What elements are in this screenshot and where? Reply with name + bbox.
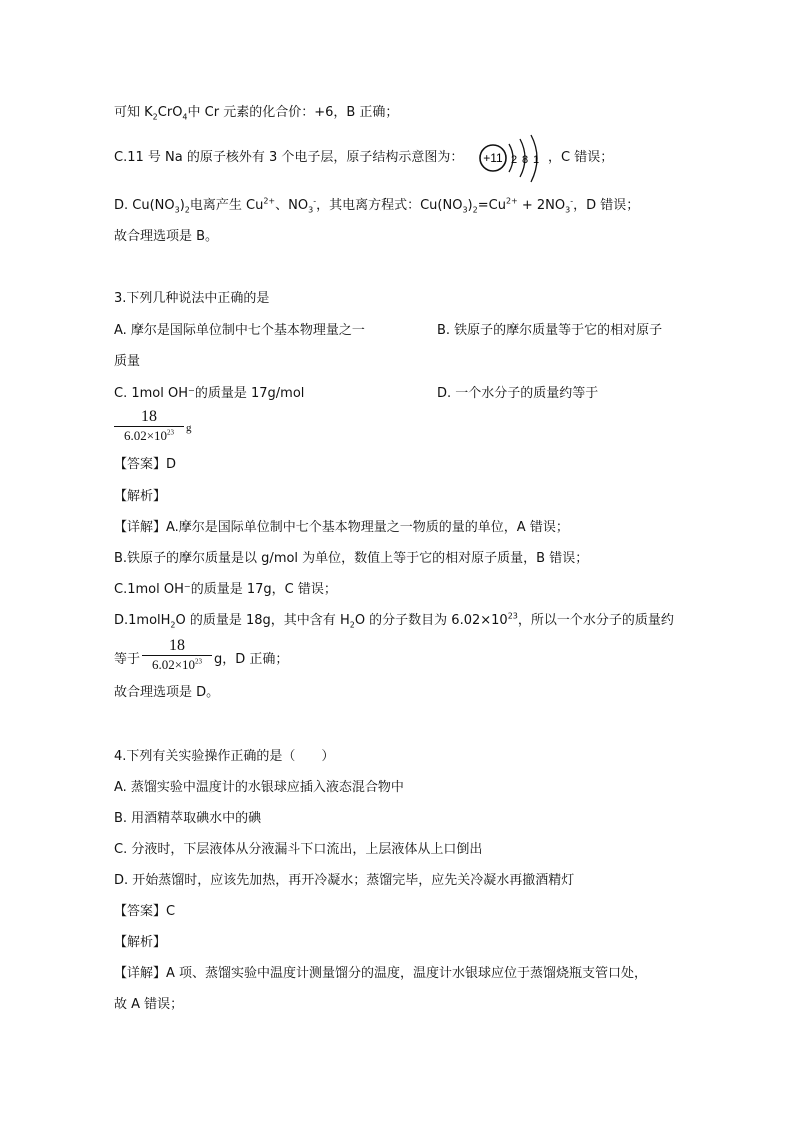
q3-detail-3: C.1mol OH⁻的质量是 17g，C 错误；: [114, 582, 337, 597]
q3-option-a: A. 摩尔是国际单位制中七个基本物理量之一: [114, 323, 365, 338]
q3-detail-5-prefix: 等于: [114, 652, 141, 667]
q3-answer: 【答案】D: [114, 457, 177, 472]
q3-option-b-line2: 质量: [114, 354, 141, 369]
q4-title: 4.下列有关实验操作正确的是（ ）: [114, 749, 335, 764]
q4-analysis-heading: 【解析】: [114, 935, 167, 950]
line-3: D. $Cu(NO_3)_2$电离产生 $Cu^{2+}$、$NO_3^-$，其电离方程式：$Cu(NO_3)_2=Cu^{2+} + 2NO_3^-$，D 错误；: [114, 196, 640, 215]
q3-option-d-unit: g: [186, 422, 192, 434]
q4-answer: 【答案】C: [114, 904, 176, 919]
atom-structure-diagram: [476, 134, 548, 184]
q3-detail-4: D.1molH$_2$O 的质量是 18g，其中含有 $H_2O$ 的分子数目为 $6.02\times 10^{23}$，所以一个水分子的质量约: [114, 611, 674, 630]
nucleus-charge: +11: [483, 151, 503, 165]
line-2: C.11 号 Na 的原子核外有 3 个电子层，原子结构示意图为：: [114, 150, 464, 165]
q3-option-c: C. 1mol OH⁻的质量是 17g/mol: [114, 386, 305, 401]
q3-detail-5-suffix: g，D 正确；: [214, 652, 289, 667]
q3-detail-fraction: 18 $6.02\times 10^{23}$: [142, 637, 212, 674]
q4-option-b: B. 用酒精萃取碘水中的碘: [114, 811, 262, 826]
q3-option-d: D. 一个水分子的质量约等于: [437, 386, 599, 401]
q4-option-a: A. 蒸馏实验中温度计的水银球应插入液态混合物中: [114, 780, 404, 795]
shell-count-1: 2: [511, 154, 518, 166]
q3-option-b-line1: B. 铁原子的摩尔质量等于它的相对原子: [437, 323, 663, 338]
q3-conclusion: 故合理选项是 D。: [114, 685, 220, 700]
q4-option-c: C. 分液时，下层液体从分液漏斗下口流出，上层液体从上口倒出: [114, 842, 483, 857]
q4-detail-2: 故 A 错误；: [114, 997, 184, 1012]
q4-option-d: D. 开始蒸馏时，应该先加热，再开冷凝水；蒸馏完毕，应先关冷凝水再撤酒精灯: [114, 873, 575, 888]
q3-detail-2: B.铁原子的摩尔质量是以 g/mol 为单位，数值上等于它的相对原子质量，B 错误；: [114, 551, 589, 566]
q4-detail-1: 【详解】A 项、蒸馏实验中温度计测量馏分的温度，温度计水银球应位于蒸馏烧瓶支管口处，: [114, 966, 648, 981]
q3-option-d-fraction: 18 $6.02\times 10^{23}$: [114, 408, 184, 445]
q3-analysis-heading: 【解析】: [114, 489, 167, 504]
shell-count-2: 8: [522, 154, 529, 166]
q3-title: 3.下列几种说法中正确的是: [114, 291, 270, 306]
line-1: 可知 $K_2CrO_4$中 Cr 元素的化合价：+6，B 正确；: [114, 105, 399, 122]
line-2-tail: ，C 错误；: [548, 150, 614, 165]
shell-count-3: 1: [533, 154, 540, 166]
line-4: 故合理选项是 B。: [114, 229, 219, 244]
q3-detail-1: 【详解】A.摩尔是国际单位制中七个基本物理量之一物质的量的单位，A 错误；: [114, 520, 569, 535]
